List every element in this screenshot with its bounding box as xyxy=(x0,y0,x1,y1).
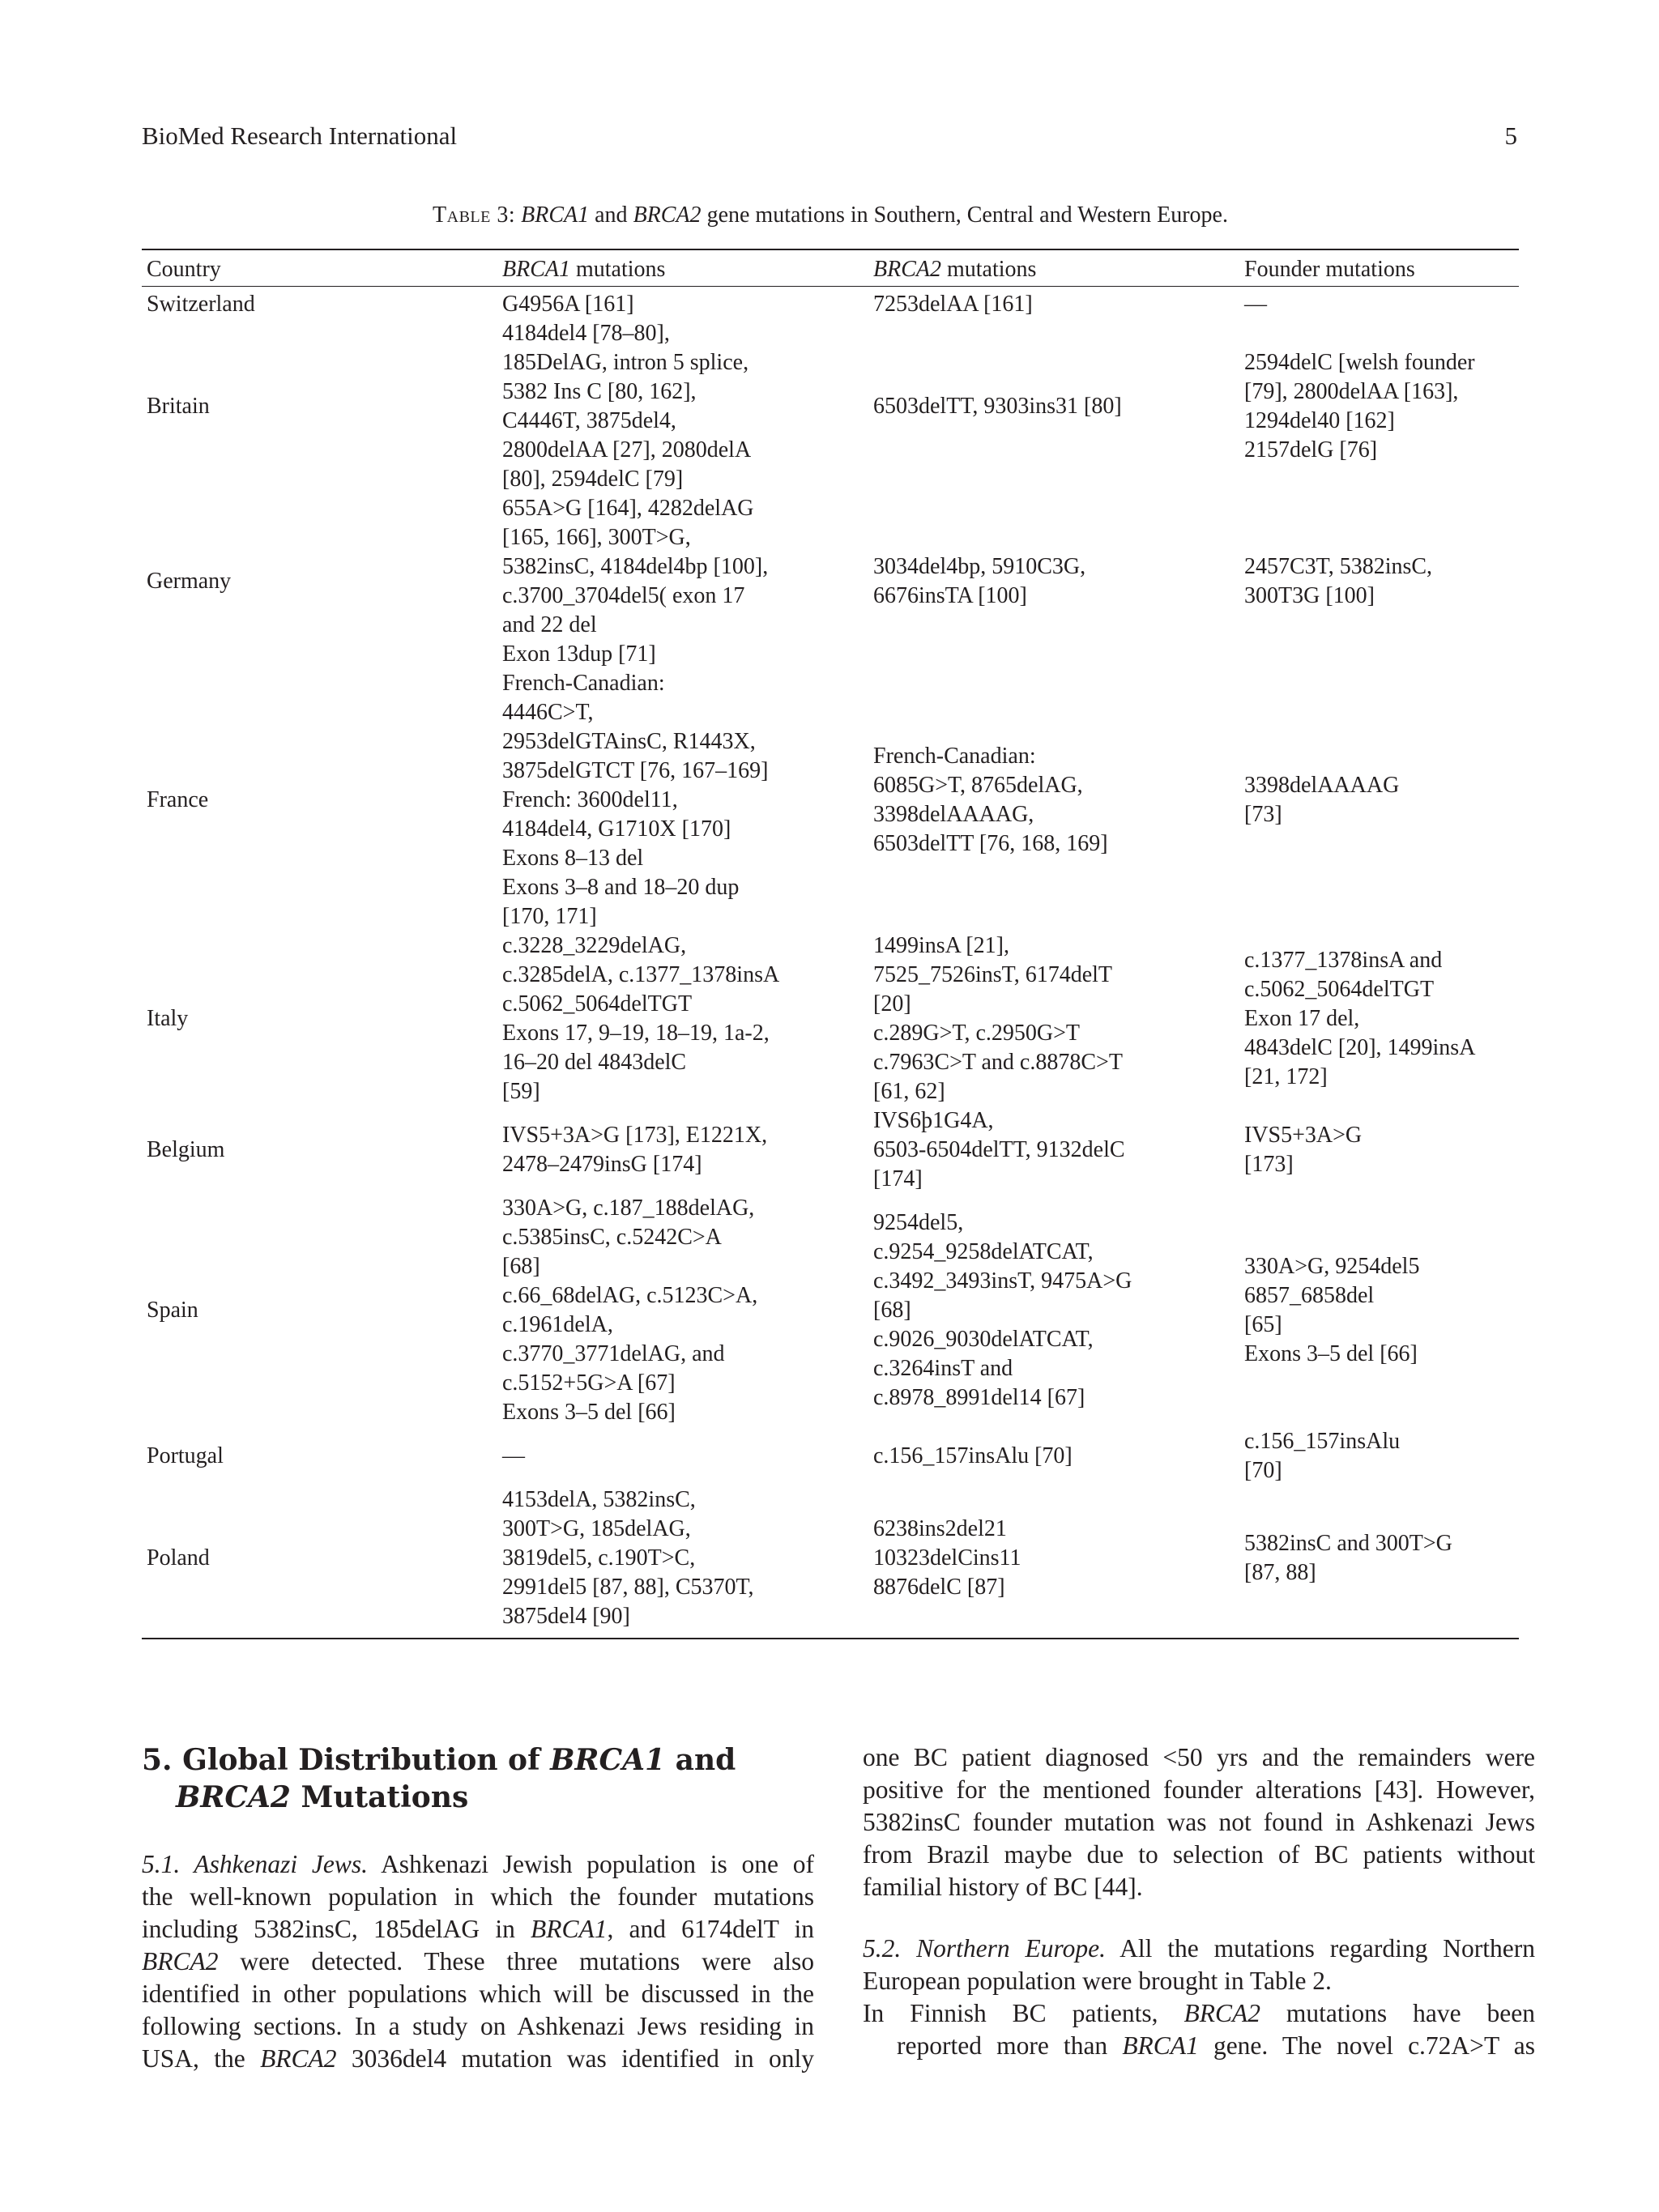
cell-line: French-Canadian: xyxy=(873,744,1036,769)
cell-line: [73] xyxy=(1244,802,1282,827)
cell-founder xyxy=(1244,348,1519,465)
cell-line: 2991del5 [87, 88], C5370T, xyxy=(502,1575,754,1600)
cell-line: Portugal xyxy=(147,1443,224,1468)
cell-line: c.5152+5G>A [67] xyxy=(502,1370,676,1396)
cell-line: 6238ins2del21 xyxy=(873,1516,1007,1541)
cell-line: 3398delAAAAG xyxy=(1244,773,1400,798)
cell-line: 4184del4, G1710X [170] xyxy=(502,816,731,842)
cell-line: 185DelAG, intron 5 splice, xyxy=(502,350,749,375)
table-row xyxy=(142,1194,1519,1427)
cell-founder xyxy=(1244,1121,1519,1179)
cell-line: [61, 62] xyxy=(873,1079,945,1104)
cell-line: c.1961delA, xyxy=(502,1312,613,1337)
cell-line: G4956A [161] xyxy=(502,292,634,317)
cell-line: [20] xyxy=(873,991,911,1016)
cell-brca2 xyxy=(873,552,1244,611)
cell-line: c.66_68delAG, c.5123C>A, xyxy=(502,1283,758,1308)
cell-line: [170, 171] xyxy=(502,904,597,929)
cell-line: c.3285delA, c.1377_1378insA xyxy=(502,962,780,987)
cell-line: 1499insA [21], xyxy=(873,933,1009,958)
cell-country xyxy=(142,1442,502,1471)
running-header xyxy=(142,121,1517,154)
cell-country xyxy=(142,1296,502,1325)
cell-line: c.156_157insAlu [70] xyxy=(873,1443,1073,1468)
cell-line: 655A>G [164], 4282delAG xyxy=(502,496,754,521)
cell-line: 4184del4 [78–80], xyxy=(502,321,670,346)
header-founder: Founder mutations xyxy=(1244,257,1415,282)
cell-line: 8876delC [87] xyxy=(873,1575,1005,1600)
table-body xyxy=(142,287,1519,1638)
cell-line: [70] xyxy=(1244,1458,1282,1483)
cell-country xyxy=(142,290,502,319)
cell-line: 10323delCins11 xyxy=(873,1545,1021,1571)
cell-line: 2457C3T, 5382insC, xyxy=(1244,554,1433,579)
table-row xyxy=(142,494,1519,669)
cell-line: and 22 del xyxy=(502,612,597,637)
cell-line: 3398delAAAAG, xyxy=(873,802,1034,827)
cell-founder xyxy=(1244,1427,1519,1485)
cell-line: c.156_157insAlu xyxy=(1244,1429,1401,1454)
cell-brca1 xyxy=(502,1485,873,1631)
cell-brca1 xyxy=(502,669,873,931)
cell-line: Belgium xyxy=(147,1137,225,1162)
cell-line: Exon 17 del, xyxy=(1244,1006,1360,1031)
cell-line: [173] xyxy=(1244,1152,1294,1177)
cell-line: France xyxy=(147,787,209,812)
cell-country xyxy=(142,392,502,421)
cell-line: c.5385insC, c.5242C>A xyxy=(502,1225,722,1250)
paragraph-ashkenazi-continued: one BC patient diagnosed <50 yrs and the remainders were positive for the mentioned founder alterations [43]. However, 5382insC founder mutation was not found in Ashkenazi Jews from Brazil maybe due to selection of BC patients without familial history of BC [44]. xyxy=(863,1743,1535,1901)
cell-line: 2594delC [welsh founder xyxy=(1244,350,1475,375)
cell-line: Spain xyxy=(147,1298,198,1323)
cell-line: 4843delC [20], 1499insA xyxy=(1244,1035,1476,1060)
table-row xyxy=(142,1485,1519,1638)
cell-line: 330A>G, c.187_188delAG, xyxy=(502,1196,755,1221)
cell-line: [80], 2594delC [79] xyxy=(502,467,684,492)
cell-brca2 xyxy=(873,1442,1244,1471)
table-row xyxy=(142,319,1519,494)
cell-brca1 xyxy=(502,931,873,1106)
cell-line: 3875delGTCT [76, 167–169] xyxy=(502,758,769,783)
cell-line: c.5062_5064delTGT xyxy=(502,991,693,1016)
cell-founder xyxy=(1244,1252,1519,1369)
left-column xyxy=(142,1741,814,2075)
right-column xyxy=(863,1741,1535,2062)
table-header-row xyxy=(142,250,1519,287)
header-brca2: BRCA2 mutations xyxy=(873,257,1037,282)
cell-line: Exons 3–8 and 18–20 dup xyxy=(502,875,740,900)
cell-brca1 xyxy=(502,1121,873,1179)
cell-line: [174] xyxy=(873,1166,923,1191)
cell-line: 2800delAA [27], 2080delA xyxy=(502,437,752,462)
cell-line: 3034del4bp, 5910C3G, xyxy=(873,554,1086,579)
cell-line: [165, 166], 300T>G, xyxy=(502,525,691,550)
cell-brca1 xyxy=(502,1442,873,1471)
cell-line: Exons 8–13 del xyxy=(502,846,644,871)
table-row xyxy=(142,669,1519,931)
cell-founder xyxy=(1244,946,1519,1092)
cell-line: c.3770_3771delAG, and xyxy=(502,1341,725,1366)
cell-founder xyxy=(1244,552,1519,611)
cell-line: Italy xyxy=(147,1006,189,1031)
cell-founder xyxy=(1244,771,1519,829)
cell-country xyxy=(142,1544,502,1573)
paragraph-ashkenazi: 5.1. Ashkenazi Jews. Ashkenazi Jewish population is one of the well-known population in which the founder mutations including 5382insC, 185delAG in BRCA1, and 6174delT in BRCA2 were detected. These three mutations were also identified in other populations which will be discussed in the following sections. In a study on Ashkenazi Jews residing in USA, the BRCA2 3036del4 mutation was identified in only xyxy=(142,1850,815,2073)
cell-country xyxy=(142,1136,502,1165)
cell-line: 3819del5, c.190T>C, xyxy=(502,1545,696,1571)
cell-brca2 xyxy=(873,931,1244,1106)
cell-line: c.3492_3493insT, 9475A>G xyxy=(873,1268,1132,1294)
cell-founder xyxy=(1244,1529,1519,1588)
cell-line: [65] xyxy=(1244,1312,1282,1337)
cell-brca1 xyxy=(502,1194,873,1427)
cell-line: [21, 172] xyxy=(1244,1064,1328,1089)
cell-line: Exons 3–5 del [66] xyxy=(502,1400,676,1425)
cell-brca2 xyxy=(873,742,1244,859)
cell-line: Exon 13dup [71] xyxy=(502,641,656,667)
cell-line: 4153delA, 5382insC, xyxy=(502,1487,696,1512)
cell-line: Exons 17, 9–19, 18–19, 1a-2, xyxy=(502,1021,770,1046)
cell-line: 5382 Ins C [80, 162], xyxy=(502,379,697,404)
cell-brca2 xyxy=(873,392,1244,421)
cell-line: c.3264insT and xyxy=(873,1356,1013,1381)
cell-line: 300T3G [100] xyxy=(1244,583,1375,608)
cell-brca2 xyxy=(873,1106,1244,1194)
cell-line: 5382insC, 4184del4bp [100], xyxy=(502,554,769,579)
cell-line: 7525_7526insT, 6174delT xyxy=(873,962,1113,987)
cell-line: c.8978_8991del14 [67] xyxy=(873,1385,1085,1410)
cell-line: 330A>G, 9254del5 xyxy=(1244,1254,1420,1279)
table-caption-text: BRCA1 and BRCA2 gene mutations in Southern, Central and Western Europe. xyxy=(521,202,1228,228)
cell-line: 2478–2479insG [174] xyxy=(502,1152,702,1177)
cell-line: — xyxy=(1244,292,1267,317)
section-heading-line2: BRCA2 Mutations xyxy=(176,1780,469,1814)
cell-country xyxy=(142,786,502,815)
cell-line: 6503-6504delTT, 9132delC xyxy=(873,1137,1125,1162)
table-caption xyxy=(142,202,1519,228)
cell-brca1 xyxy=(502,494,873,669)
mutations-table xyxy=(142,249,1519,1639)
cell-line: 300T>G, 185delAG, xyxy=(502,1516,691,1541)
cell-line: 5382insC and 300T>G xyxy=(1244,1531,1452,1556)
cell-line: [68] xyxy=(502,1254,540,1279)
page-number: 5 xyxy=(1504,121,1517,150)
cell-line: — xyxy=(502,1443,525,1468)
cell-line: c.9254_9258delATCAT, xyxy=(873,1239,1094,1264)
cell-line: Germany xyxy=(147,569,232,594)
cell-brca1 xyxy=(502,319,873,494)
cell-line: [68] xyxy=(873,1298,911,1323)
table-row xyxy=(142,1427,1519,1485)
table-row xyxy=(142,931,1519,1106)
cell-line: 6503delTT [76, 168, 169] xyxy=(873,831,1108,856)
table-caption-label: Table 3: xyxy=(433,202,516,228)
cell-line: 9254del5, xyxy=(873,1210,964,1235)
cell-line: IVS5+3A>G xyxy=(1244,1123,1363,1148)
cell-line: c.9026_9030delATCAT, xyxy=(873,1327,1094,1352)
table-row xyxy=(142,1106,1519,1194)
journal-name: BioMed Research International xyxy=(142,121,458,150)
cell-brca1 xyxy=(502,290,873,319)
cell-line: IVS6þ1G4A, xyxy=(873,1108,994,1133)
cell-line: c.3228_3229delAG, xyxy=(502,933,687,958)
cell-line: [87, 88] xyxy=(1244,1560,1316,1585)
paragraph-finnish: In Finnish BC patients, BRCA2 mutations have been reported more than BRCA1 gene. The novel c.72A>T as xyxy=(863,1999,1535,2060)
cell-line: Poland xyxy=(147,1545,210,1571)
cell-line: 2953delGTAinsC, R1443X, xyxy=(502,729,756,754)
cell-line: 2157delG [76] xyxy=(1244,437,1378,462)
cell-line: 6676insTA [100] xyxy=(873,583,1027,608)
cell-line: French: 3600del11, xyxy=(502,787,678,812)
cell-founder xyxy=(1244,290,1519,319)
cell-country xyxy=(142,567,502,596)
section-heading xyxy=(142,1741,814,1816)
cell-brca2 xyxy=(873,1208,1244,1413)
cell-brca2 xyxy=(873,1515,1244,1602)
cell-line: 7253delAA [161] xyxy=(873,292,1033,317)
cell-line: C4446T, 3875del4, xyxy=(502,408,676,433)
paragraph-northern-europe: 5.2. Northern Europe. All the mutations regarding Northern European population were brought in Table 2. xyxy=(863,1934,1535,1995)
cell-line: 6857_6858del xyxy=(1244,1283,1375,1308)
cell-line: c.5062_5064delTGT xyxy=(1244,977,1435,1002)
cell-line: c.289G>T, c.2950G>T xyxy=(873,1021,1081,1046)
header-brca1: BRCA1 mutations xyxy=(502,257,666,282)
cell-line: 1294del40 [162] xyxy=(1244,408,1395,433)
cell-line: French-Canadian: xyxy=(502,671,665,696)
cell-line: 4446C>T, xyxy=(502,700,594,725)
cell-country xyxy=(142,1004,502,1034)
cell-line: 6503delTT, 9303ins31 [80] xyxy=(873,394,1122,419)
cell-line: IVS5+3A>G [173], E1221X, xyxy=(502,1123,768,1148)
cell-line: Britain xyxy=(147,394,210,419)
cell-line: 3875del4 [90] xyxy=(502,1604,630,1629)
cell-line: Exons 3–5 del [66] xyxy=(1244,1341,1418,1366)
cell-brca2 xyxy=(873,290,1244,319)
cell-line: [59] xyxy=(502,1079,540,1104)
cell-line: c.3700_3704del5( exon 17 xyxy=(502,583,745,608)
cell-line: Switzerland xyxy=(147,292,255,317)
cell-line: 16–20 del 4843delC xyxy=(502,1050,687,1075)
cell-line: [79], 2800delAA [163], xyxy=(1244,379,1459,404)
table-row xyxy=(142,287,1519,319)
section-heading-line1: 5. Global Distribution of BRCA1 and xyxy=(142,1743,736,1777)
header-country: Country xyxy=(147,257,221,282)
cell-line: c.1377_1378insA and xyxy=(1244,948,1443,973)
cell-line: c.7963C>T and c.8878C>T xyxy=(873,1050,1123,1075)
cell-line: 6085G>T, 8765delAG, xyxy=(873,773,1083,798)
